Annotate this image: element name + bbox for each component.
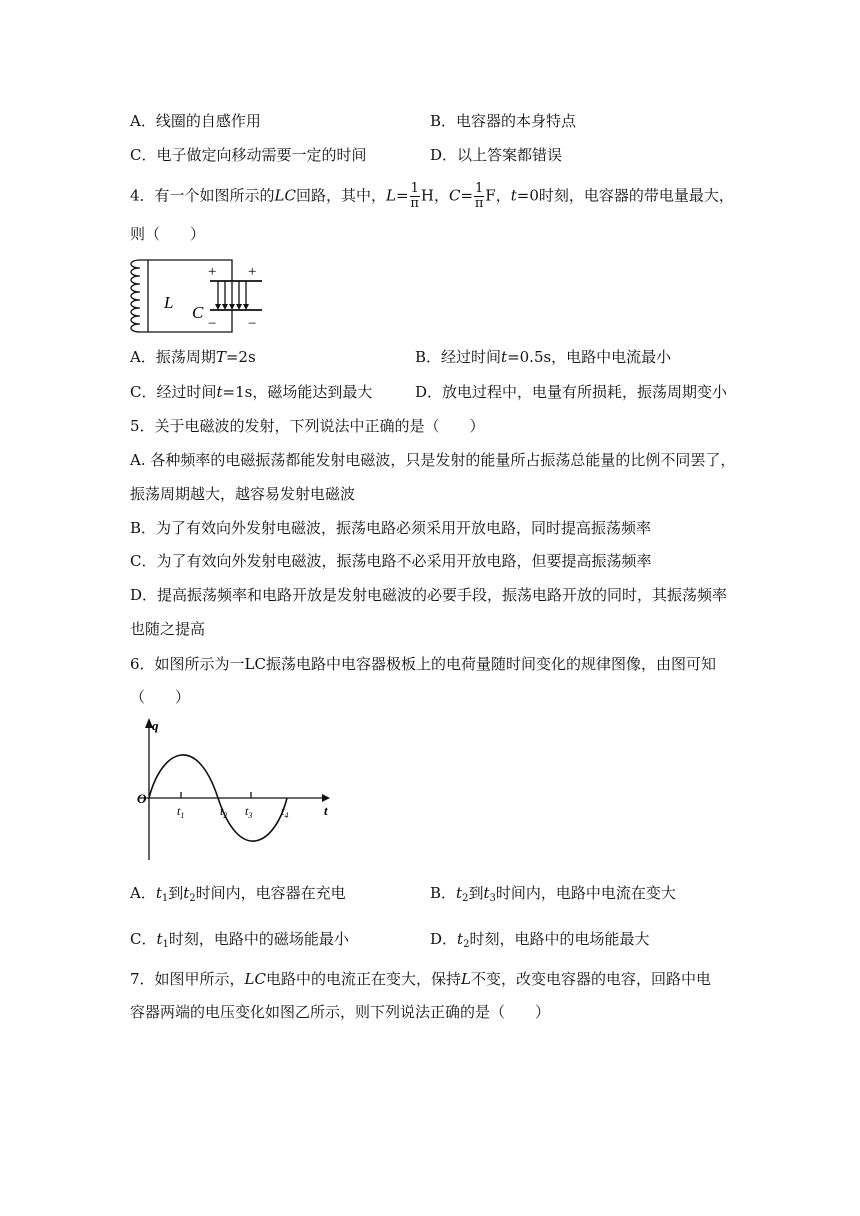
bottom-wire	[148, 310, 232, 332]
tick-t3-name: t	[245, 804, 249, 818]
q5-option-c: C．为了有效向外发射电磁波，振荡电路不必采用开放电路，但要提高振荡频率	[130, 552, 652, 570]
q4-l-symbol: L	[386, 186, 396, 205]
q5-option-d-line2: 也随之提高	[130, 620, 206, 638]
q6-opt-b-s1: 2	[462, 893, 469, 904]
q4-stem-text-c: =0时刻，电容器的带电量最大，	[516, 186, 734, 205]
q4-fraction-c	[474, 182, 484, 211]
q6-opt-a-s1: 1	[161, 893, 169, 904]
q5-option-d-line1: D．提高振荡频率和电路开放是发射电磁波的必要手段，振荡电路开放的同时，其振荡频率	[130, 586, 728, 604]
q4-f-unit: F	[485, 186, 496, 205]
q6-opt-a-pre: A．	[130, 884, 156, 902]
tick-t2-sub: 2	[223, 811, 228, 820]
q7-stem-b: 电路中的电流正在变大，保持	[266, 970, 462, 988]
q7-stem-a: 7．如图甲所示，	[130, 970, 245, 988]
tick-t1-name: t	[177, 804, 181, 818]
q4-opt-a-t: T	[215, 348, 226, 366]
q3-option-c: C．电子做定向移动需要一定的时间	[130, 146, 367, 164]
q6-opt-c-pre: C．	[130, 930, 157, 948]
q6-option-a	[130, 883, 346, 909]
q4-opt-c-t: t	[216, 383, 223, 401]
q4-opt-c-post: =1s，磁场能达到最大	[222, 383, 373, 401]
q7-stem-line2: 容器两端的电压变化如图乙所示，则下列说法正确的是（ ）	[130, 1003, 551, 1021]
q7-stem-line1	[130, 969, 711, 989]
q3-option-a: A．线圈的自感作用	[130, 112, 261, 130]
q6-stem-line1: 6．如图所示为一LC振荡电路中电容器极板上的电荷量随时间变化的规律图像，由图可知	[130, 655, 716, 673]
tick-label-t1	[177, 804, 184, 820]
fig-l-label: L	[164, 293, 174, 312]
q6-opt-a-s2: 2	[189, 893, 196, 904]
tick-t3-sub: 3	[248, 811, 253, 820]
q6-opt-b-t1: t	[456, 884, 463, 902]
q5-option-b: B．为了有效向外发射电磁波，振荡电路必须采用开放电路，同时提高振荡频率	[130, 519, 652, 537]
t-axis-label: t	[324, 803, 328, 818]
q4-option-d: D．放电过程中，电量有所损耗，振荡周期变小	[415, 383, 728, 401]
q6-opt-d-pre: D．	[430, 930, 458, 948]
q6-opt-b-post: 时间内，电路中电流在变大	[495, 884, 676, 902]
q4-option-a	[130, 347, 256, 367]
q4-option-c	[130, 382, 372, 402]
q3-option-d: D．以上答案都错误	[430, 146, 563, 164]
q4-frac-num-1: 1	[410, 181, 419, 196]
q6-opt-d-t: t	[457, 930, 464, 948]
q4-opt-b-post: =0.5s，电路中电流最小	[507, 348, 672, 366]
q4-frac-den-2: π	[474, 196, 484, 211]
q6-opt-b-mid: 到	[468, 884, 484, 902]
q5-stem: 5．关于电磁波的发射，下列说法中正确的是（ ）	[130, 417, 485, 435]
q4-opt-b-pre: B．经过时间	[415, 348, 502, 366]
q4-opt-a-post: =2s	[225, 348, 256, 366]
q4-eq-1: =	[395, 186, 409, 205]
q4-opt-b-t: t	[501, 348, 508, 366]
q5-option-a-line2: 振荡周期越大，越容易发射电磁波	[130, 485, 356, 503]
fig-c-label: C	[192, 303, 204, 322]
fig-minus-1: −	[208, 316, 217, 332]
q6-opt-b-t2: t	[483, 884, 490, 902]
field-arrows	[218, 281, 246, 307]
fig-minus-2: −	[248, 316, 257, 332]
q4-frac-den-1: π	[410, 196, 419, 211]
lc-circuit-figure	[126, 252, 271, 338]
q4-stem-text-b: 回路，其中，	[296, 186, 387, 205]
q4-stem-lc: LC	[274, 186, 296, 205]
q4-opt-c-pre: C．经过时间	[130, 383, 217, 401]
q6-opt-c-post: 时刻，电路中的磁场能最小	[168, 930, 349, 948]
q4-comma: ，	[433, 186, 449, 205]
q6-opt-b-s2: 3	[489, 893, 496, 904]
q4-h-unit: H	[420, 186, 434, 205]
q6-option-d	[430, 929, 649, 955]
q4-stem-text-a: 4．有一个如图所示的	[130, 186, 275, 205]
q6-stem-line2: （ ）	[130, 688, 191, 706]
q4-eq-2: =	[460, 186, 474, 205]
q7-stem-l: L	[461, 970, 471, 988]
q6-opt-b-pre: B．	[430, 884, 457, 902]
q7-stem-lc: LC	[244, 970, 266, 988]
q6-opt-d-s: 2	[463, 939, 470, 950]
charge-time-graph	[130, 716, 340, 864]
q6-opt-c-s: 1	[162, 939, 169, 950]
q6-opt-d-post: 时刻，电路中的电场能最大	[469, 930, 650, 948]
q7-stem-c: 不变，改变电容器的电容，回路中电	[470, 970, 711, 988]
q6-opt-a-post: 时间内，电容器在充电	[195, 884, 346, 902]
q4-comma-2: ，	[495, 186, 511, 205]
q4-stem-line2: 则（ ）	[130, 225, 206, 243]
fig-plus-2: +	[248, 264, 257, 280]
q4-opt-a-pre: A．振荡周期	[130, 348, 216, 366]
q4-c-symbol: C	[448, 186, 461, 205]
q4-fraction-l	[410, 182, 420, 211]
q4-frac-num-2: 1	[475, 181, 484, 196]
tick-t1-sub: 1	[180, 811, 185, 820]
inductor-coil	[131, 260, 148, 332]
q4-stem	[130, 182, 734, 211]
tick-label-t3	[245, 804, 252, 820]
q6-option-b	[430, 883, 676, 909]
q-axis-label: q	[152, 718, 159, 733]
tick-t2-name: t	[220, 804, 224, 818]
tick-t4-name: t	[281, 804, 285, 818]
q6-opt-a-t2: t	[183, 884, 190, 902]
q4-option-b	[415, 347, 671, 367]
origin-label: O	[137, 791, 147, 806]
q4-t-symbol: t	[510, 186, 517, 205]
fig-plus-1: +	[208, 264, 217, 280]
q5-option-a-line1: A. 各种频率的电磁振荡都能发射电磁波，只是发射的能量所占振荡总能量的比例不同罢了，	[130, 451, 736, 469]
q6-opt-a-mid: 到	[168, 884, 184, 902]
q6-option-c	[130, 929, 349, 955]
q3-option-b: B．电容器的本身特点	[430, 112, 577, 130]
top-wire	[148, 260, 232, 281]
q6-opt-a-t1: t	[155, 884, 162, 902]
q6-opt-c-t: t	[156, 930, 163, 948]
tick-t4-sub: 4	[284, 811, 289, 820]
t-axis-arrow	[322, 794, 330, 802]
tick-label-t2	[220, 804, 227, 820]
